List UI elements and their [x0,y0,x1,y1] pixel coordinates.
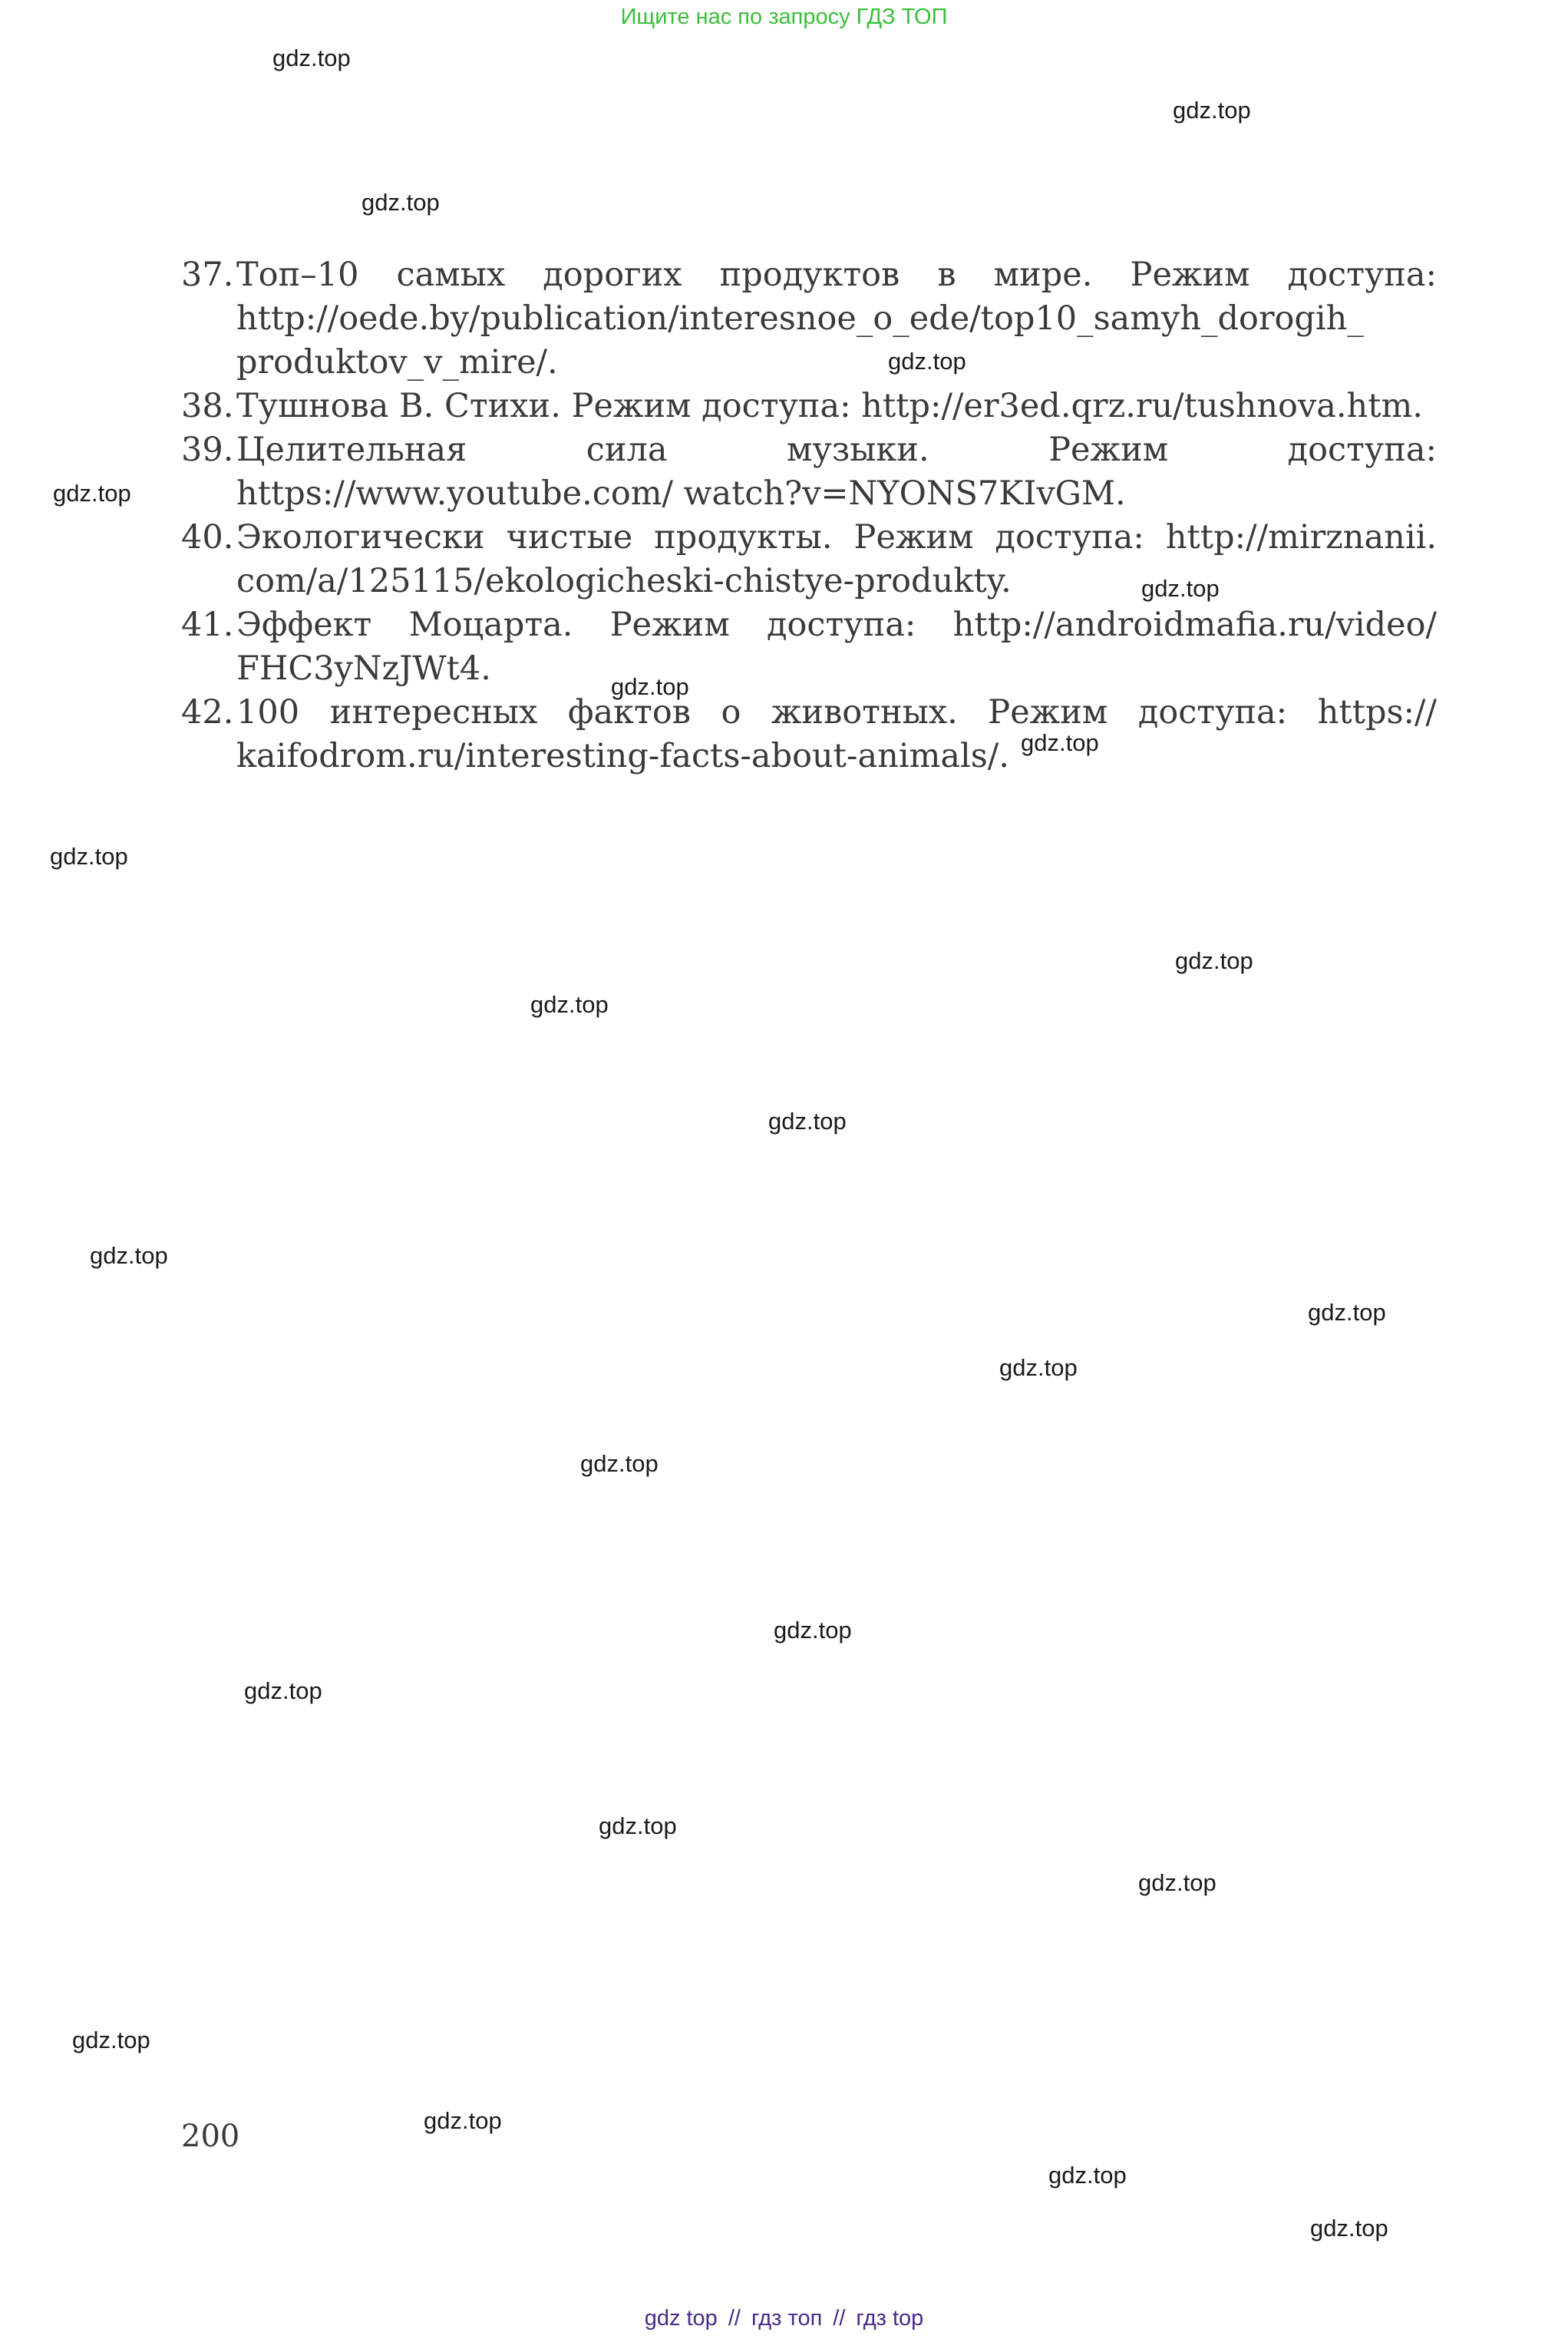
top-banner: Ищите нас по запросу ГДЗ ТОП [620,5,948,29]
watermark: gdz.top [1308,1299,1386,1326]
reference-number: 42. [181,693,234,732]
footer-separator: // [728,2306,741,2331]
reference-item [181,516,1437,603]
watermark: gdz.top [768,1108,847,1135]
watermark: gdz.top [580,1450,659,1477]
watermark: gdz.top [50,843,128,870]
watermark: gdz.top [1021,729,1099,756]
watermark: gdz.top [1048,2162,1127,2189]
reference-list [181,253,1437,778]
reference-text: Тушнова В. Стихи. Режим доступа: http://er3ed.qrz.ru/tushnova.htm. [236,387,1423,425]
watermark: gdz.top [72,2027,150,2053]
watermark: gdz.top [361,189,440,216]
watermark: gdz.top [244,1677,322,1704]
page-number: 200 [181,2119,240,2154]
footer-link[interactable]: гдз top [856,2306,924,2331]
watermark: gdz.top [53,480,131,507]
watermark: gdz.top [1175,947,1253,974]
reference-number: 40. [181,518,234,557]
watermark: gdz.top [1310,2215,1388,2242]
watermark: gdz.top [999,1354,1078,1381]
footer-link[interactable]: gdz top [644,2306,718,2331]
reference-text: Эффект Моцарта. Режим доступа: http://androidmafia.ru/video/ FHC3yNzJWt4. [236,606,1437,688]
watermark: gdz.top [90,1242,168,1269]
watermark: gdz.top [888,348,966,375]
reference-text: Экологически чистые продукты. Режим доступа: http://mirznanii. com/a/125115/ekologicheski-chistye-produkty. [236,518,1437,600]
watermark: gdz.top [1173,97,1251,124]
reference-number: 37. [181,256,234,294]
footer-links [0,2306,1568,2331]
reference-item [181,603,1437,691]
reference-item [181,428,1437,516]
footer-link[interactable]: гдз топ [751,2306,823,2331]
reference-text: Топ–10 самых дорогих продуктов в мире. Режим доступа: http://oede.by/publication/interesnoe_o_ede/top10_samyh_dorogih_ produktov_v_mire/. [236,256,1437,382]
watermark: gdz.top [1138,1869,1216,1896]
watermark: gdz.top [599,1812,677,1839]
reference-number: 41. [181,606,234,644]
footer-separator: // [833,2306,846,2331]
reference-text: 100 интересных фактов о животных. Режим доступа: https:// kaifodrom.ru/interesting-facts-about-animals/. [236,693,1437,775]
watermark: gdz.top [424,2107,502,2134]
reference-item [181,691,1437,778]
reference-number: 38. [181,387,234,425]
watermark: gdz.top [530,991,609,1018]
watermark: gdz.top [774,1617,852,1644]
watermark: gdz.top [1141,575,1220,602]
reference-item [181,385,1437,428]
reference-text: Целительная сила музыки. Режим доступа: https://www.youtube.com/ watch?v=NYONS7KIvGM. [236,431,1437,513]
watermark: gdz.top [272,45,351,71]
watermark: gdz.top [611,673,689,700]
reference-number: 39. [181,431,234,469]
reference-item [181,253,1437,385]
